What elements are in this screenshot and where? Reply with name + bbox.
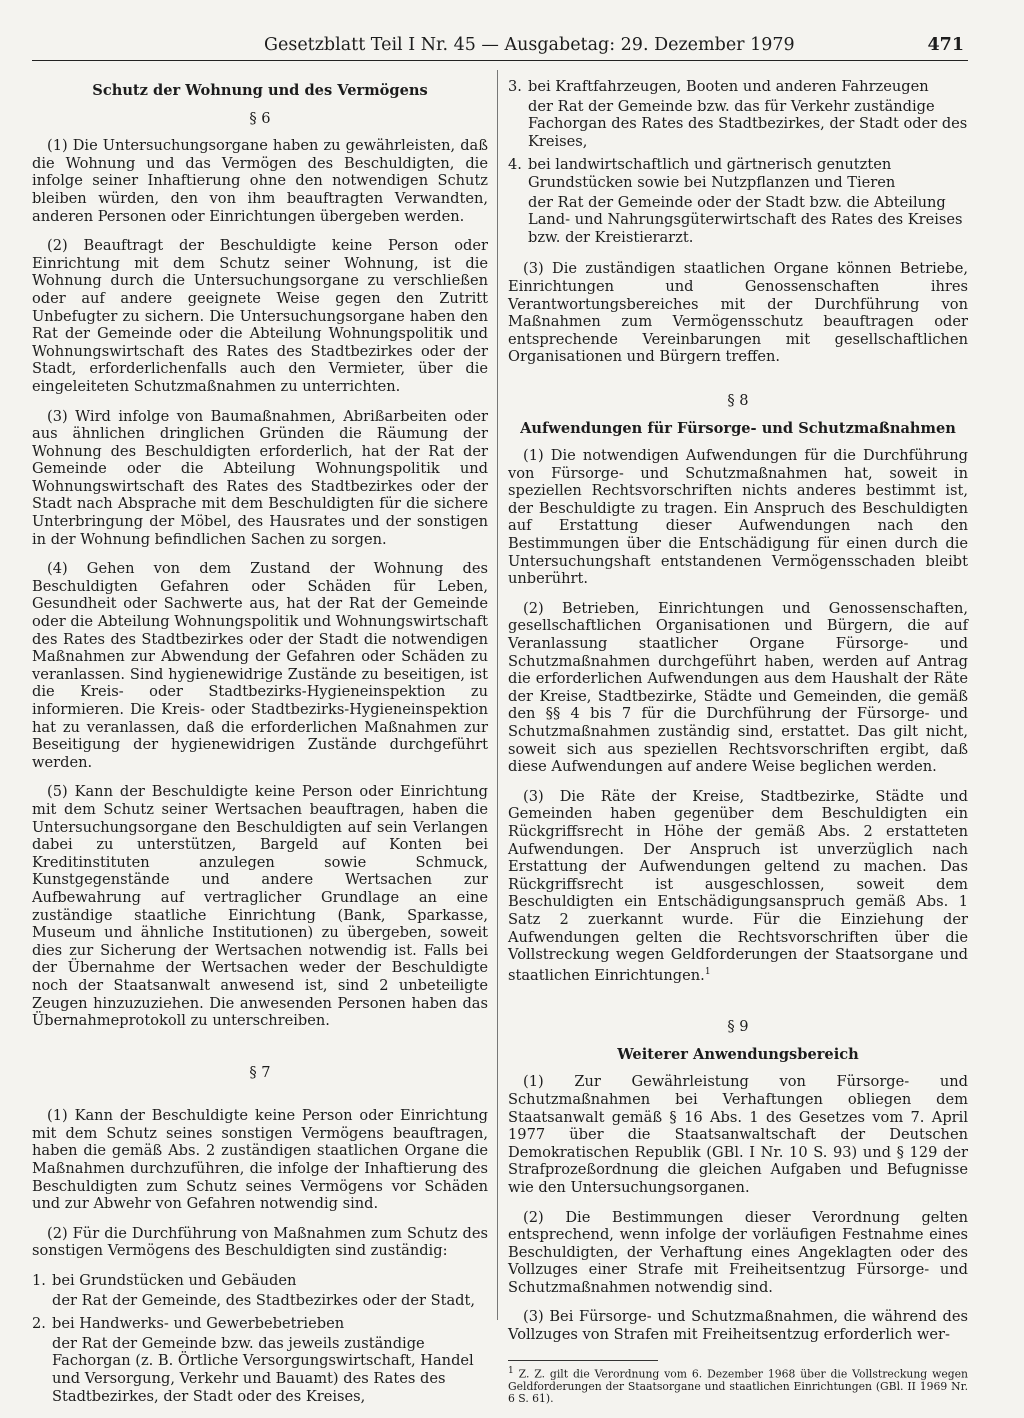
footnote-divider <box>508 1360 658 1361</box>
list-item-text: der Rat der Gemeinde, des Stadtbezirkes oder der Stadt, <box>52 1291 475 1309</box>
sec6-paragraph-3: (3) Wird infolge von Baumaßnahmen, Abrißarbeiten oder aus ähnlichen dringlichen Gründen die Räumung der Wohnung des Beschuldigten erforderlich, hat der Rat der Gemeinde oder die Abteilung Wohnungspolitik und Wohnungswirtschaft des Rates des Stadtbezirkes oder der Stadt nach Absprache mit dem Beschuldigten für die sichere Unterbringung der Möbel, des Hausrates und der sonstigen in der Wohnung befindlichen Sachen zu sorgen. <box>32 407 488 548</box>
list-item-title: bei Handwerks- und Gewerbebetrieben <box>52 1315 345 1333</box>
section-heading: Schutz der Wohnung und des Vermögens <box>92 82 428 99</box>
list-item-title: bei landwirtschaftlich und gärtnerisch genutzten Grundstücken sowie bei Nutzpflanzen und Tieren <box>528 156 896 191</box>
sec6-paragraph-1: (1) Die Untersuchungsorgane haben zu gewährleisten, daß die Wohnung und das Vermögen des Beschuldigten, die infolge seiner Inhaftierung ohne den notwendigen Schutz bleiben würden, den von ihm beauftragten Verwandten, anderen Personen oder Einrichtungen übergeben werden. <box>32 137 488 225</box>
paragraph-label-7: § 7 <box>249 1063 271 1081</box>
paragraph-label-6: § 6 <box>249 109 271 127</box>
sec8-heading: Aufwendungen für Fürsorge- und Schutzmaßnahmen <box>520 419 956 437</box>
list-item-number: 1. <box>32 1272 46 1290</box>
list-item-text: der Rat der Gemeinde bzw. das jeweils zuständige Fachorgan (z. B. Örtliche Versorgungswirtschaft, Handel und Versorgung, Verkehr und Bauamt) des Rates des Stadtbezirkes, der Stadt oder des Kreises, <box>52 1334 474 1405</box>
gazette-title: Gesetzblatt Teil I Nr. 45 — Ausgabetag: 29. Dezember 1979 <box>264 35 795 55</box>
sec6-paragraph-5: (5) Kann der Beschuldigte keine Person oder Einrichtung mit dem Schutz seiner Wertsachen beauftragen, haben die Untersuchungsorgane den Beschuldigten auf sein Verlangen dabei zu unterstützen, Bargeld auf Konten bei Kreditinstituten anzulegen sowie Schmuck, Kunstgegenstände und andere Wertsachen zur Aufbewahrung auf vertraglicher Grundlage an eine zuständige staatliche Einrichtung (Bank, Sparkasse, Museum und ähnliche Institutionen) zu übergeben, soweit dies zur Sicherung der Wertsachen notwendig ist. Falls bei der Übernahme der Wertsachen weder der Beschuldigte noch der Staatsanwalt anwesend ist, sind 2 unbeteiligte Zeugen hinzuzuziehen. Die anwesenden Personen haben das Übernahmeprotokoll zu unterschreiben. <box>32 783 488 1030</box>
footnote-number: 1 <box>508 1365 514 1376</box>
list-item <box>32 1272 488 1309</box>
list-item-title: bei Kraftfahrzeugen, Booten und anderen Fahrzeugen <box>528 78 929 95</box>
footnote-marker: 1 <box>704 966 711 977</box>
paragraph-label-9: § 9 <box>727 1018 749 1036</box>
sec8-paragraph-3 <box>508 788 968 984</box>
sec9-heading: Weiterer Anwendungsbereich <box>617 1045 859 1063</box>
sec8-paragraph-2: (2) Betrieben, Einrichtungen und Genossenschaften, gesellschaftlichen Organisationen und Bürgern, die auf Veranlassung staatlicher Organe Fürsorge- und Schutzmaßnahmen durchgeführt haben, werden auf Antrag die erforderlichen Aufwendungen aus dem Haushalt der Räte der Kreise, Stadtbezirke, Städte und Gemeinden, die gemäß den §§ 4 bis 7 für die Durchführung der Fürsorge- und Schutzmaßnahmen zuständig sind, erstattet. Das gilt nicht, soweit sich aus speziellen Rechtsvorschriften ergibt, daß diese Aufwendungen auf andere Weise beglichen werden. <box>508 599 968 776</box>
right-column <box>508 78 968 1406</box>
sec6-paragraph-4: (4) Gehen von dem Zustand der Wohnung des Beschuldigten Gefahren oder Schäden für Leben, Gesundheit oder Sachwerte aus, hat der Rat der Gemeinde oder die Abteilung Wohnungspolitik und Wohnungswirtschaft des Rates des Stadtbezirkes oder der Stadt die notwendigen Maßnahmen zur Abwendung der Gefahren oder Schäden zu veranlassen. Sind hygienewidrige Zustände zu beseitigen, ist die Kreis- oder Stadtbezirks-Hygieneinspektion zu informieren. Die Kreis- oder Stadtbezirks-Hygieneinspektion hat zu veranlassen, daß die erforderlichen Maßnahmen zur Beseitigung der hygienewidrigen Zustände durchgeführt werden. <box>32 560 488 771</box>
footnote <box>508 1365 968 1406</box>
sec9-paragraph-3: (3) Bei Fürsorge- und Schutzmaßnahmen, die während des Vollzuges von Strafen mit Freiheitsentzug erforderlich wer- <box>508 1308 968 1344</box>
page-number: 471 <box>927 35 964 55</box>
list-item <box>32 1315 488 1405</box>
list-item-title: bei Grundstücken und Gebäuden <box>52 1272 297 1290</box>
left-column <box>32 78 488 1411</box>
sec9-paragraph-1: (1) Zur Gewährleistung von Fürsorge- und Schutzmaßnahmen bei Verhaftungen obliegen dem Staatsanwalt gemäß § 16 Abs. 1 des Gesetzes vom 7. April 1977 über die Staatsanwaltschaft der Deutschen Demokratischen Republik (GBl. I Nr. 10 S. 93) und § 129 der Strafprozeßordnung die gleichen Aufgaben und Befugnisse wie den Untersuchungsorganen. <box>508 1073 968 1196</box>
page-header <box>32 34 968 61</box>
list-item <box>508 156 968 246</box>
list-item-number: 3. <box>508 78 522 95</box>
sec7-paragraph-2: (2) Für die Durchführung von Maßnahmen zum Schutz des sonstigen Vermögens des Beschuldigten sind zuständig: <box>32 1224 488 1260</box>
sec9-paragraph-2: (2) Die Bestimmungen dieser Verordnung gelten entsprechend, wenn infolge der vorläufigen Festnahme eines Beschuldigten, der Verhaftung eines Angeklagten oder des Vollzuges einer Strafe mit Freiheitsentzug Fürsorge- und Schutzmaßnahmen notwendig sind. <box>508 1208 968 1296</box>
list-item-number: 4. <box>508 156 522 174</box>
footnote-text: Z. Z. gilt die Verordnung vom 6. Dezember 1968 über die Vollstreckung wegen Geldforderungen der Staatsorgane und staatlichen Einrichtungen (GBl. II 1969 Nr. 6 S. 61). <box>508 1367 968 1406</box>
sec7-paragraph-1: (1) Kann der Beschuldigte keine Person oder Einrichtung mit dem Schutz seines sonstigen Vermögens beauftragen, haben die gemäß Abs. 2 zuständigen staatlichen Organe die Maßnahmen durchzuführen, die infolge der Inhaftierung des Beschuldigten zum Schutz seines Vermögens vor Schäden und zur Abwehr von Gefahren notwendig sind. <box>32 1107 488 1213</box>
sec6-paragraph-2: (2) Beauftragt der Beschuldigte keine Person oder Einrichtung mit dem Schutz seiner Wohnung, ist die Wohnung durch die Untersuchungsorgane zu verschließen oder auf andere geeignete Weise gegen den Zutritt Unbefugter zu sichern. Die Untersuchungsorgane haben den Rat der Gemeinde oder die Abteilung Wohnungspolitik und Wohnungswirtschaft des Rates des Stadtbezirkes oder der Stadt, erforderlichenfalls auch den Vermieter, über die eingeleiteten Schutzmaßnahmen zu unterrichten. <box>32 237 488 395</box>
list-item-number: 2. <box>32 1315 46 1333</box>
list-item <box>508 78 968 150</box>
list-item-text: der Rat der Gemeinde oder der Stadt bzw. die Abteilung Land- und Nahrungsgüterwirtschaft des Rates des Kreises bzw. der Kreistierarzt. <box>528 193 963 246</box>
paragraph-label-8: § 8 <box>727 391 749 409</box>
column-divider <box>497 70 498 1320</box>
list-item-text: der Rat der Gemeinde bzw. das für Verkehr zuständige Fachorgan des Rates des Stadtbezirkes, der Stadt oder des Kreises, <box>528 97 968 150</box>
sec8-paragraph-3-text: (3) Die Räte der Kreise, Stadtbezirke, Städte und Gemeinden haben gegenüber dem Beschuldigten ein Rückgriffsrecht in Höhe der gemäß Abs. 2 erstatteten Aufwendungen. Der Anspruch ist unverzüglich nach Erstattung der Aufwendungen geltend zu machen. Das Rückgriffsrecht ist ausgeschlossen, soweit dem Beschuldigten ein Entschädigungsanspruch gemäß Abs. 1 Satz 2 zuerkannt wurde. Für die Einziehung der Aufwendungen gelten die Rechtsvorschriften über die Vollstreckung wegen Geldforderungen der Staatsorgane und staatlichen Einrichtungen. <box>508 787 968 984</box>
sec7-paragraph-3: (3) Die zuständigen staatlichen Organe können Betriebe, Einrichtungen und Genossenschaften ihres Verantwortungsbereiches mit der Durchführung von Maßnahmen zum Vermögensschutz beauftragen oder entsprechende Vereinbarungen mit gesellschaftlichen Organisationen und Bürgern treffen. <box>508 260 968 366</box>
sec8-paragraph-1: (1) Die notwendigen Aufwendungen für die Durchführung von Fürsorge- und Schutzmaßnahmen hat, soweit in speziellen Rechtsvorschriften nichts anderes bestimmt ist, der Beschuldigte zu tragen. Ein Anspruch des Beschuldigten auf Erstattung dieser Aufwendungen nach den Bestimmungen über die Entschädigung für einen durch die Untersuchungshaft entstandenen Vermögensschaden bleibt unberührt. <box>508 447 968 588</box>
